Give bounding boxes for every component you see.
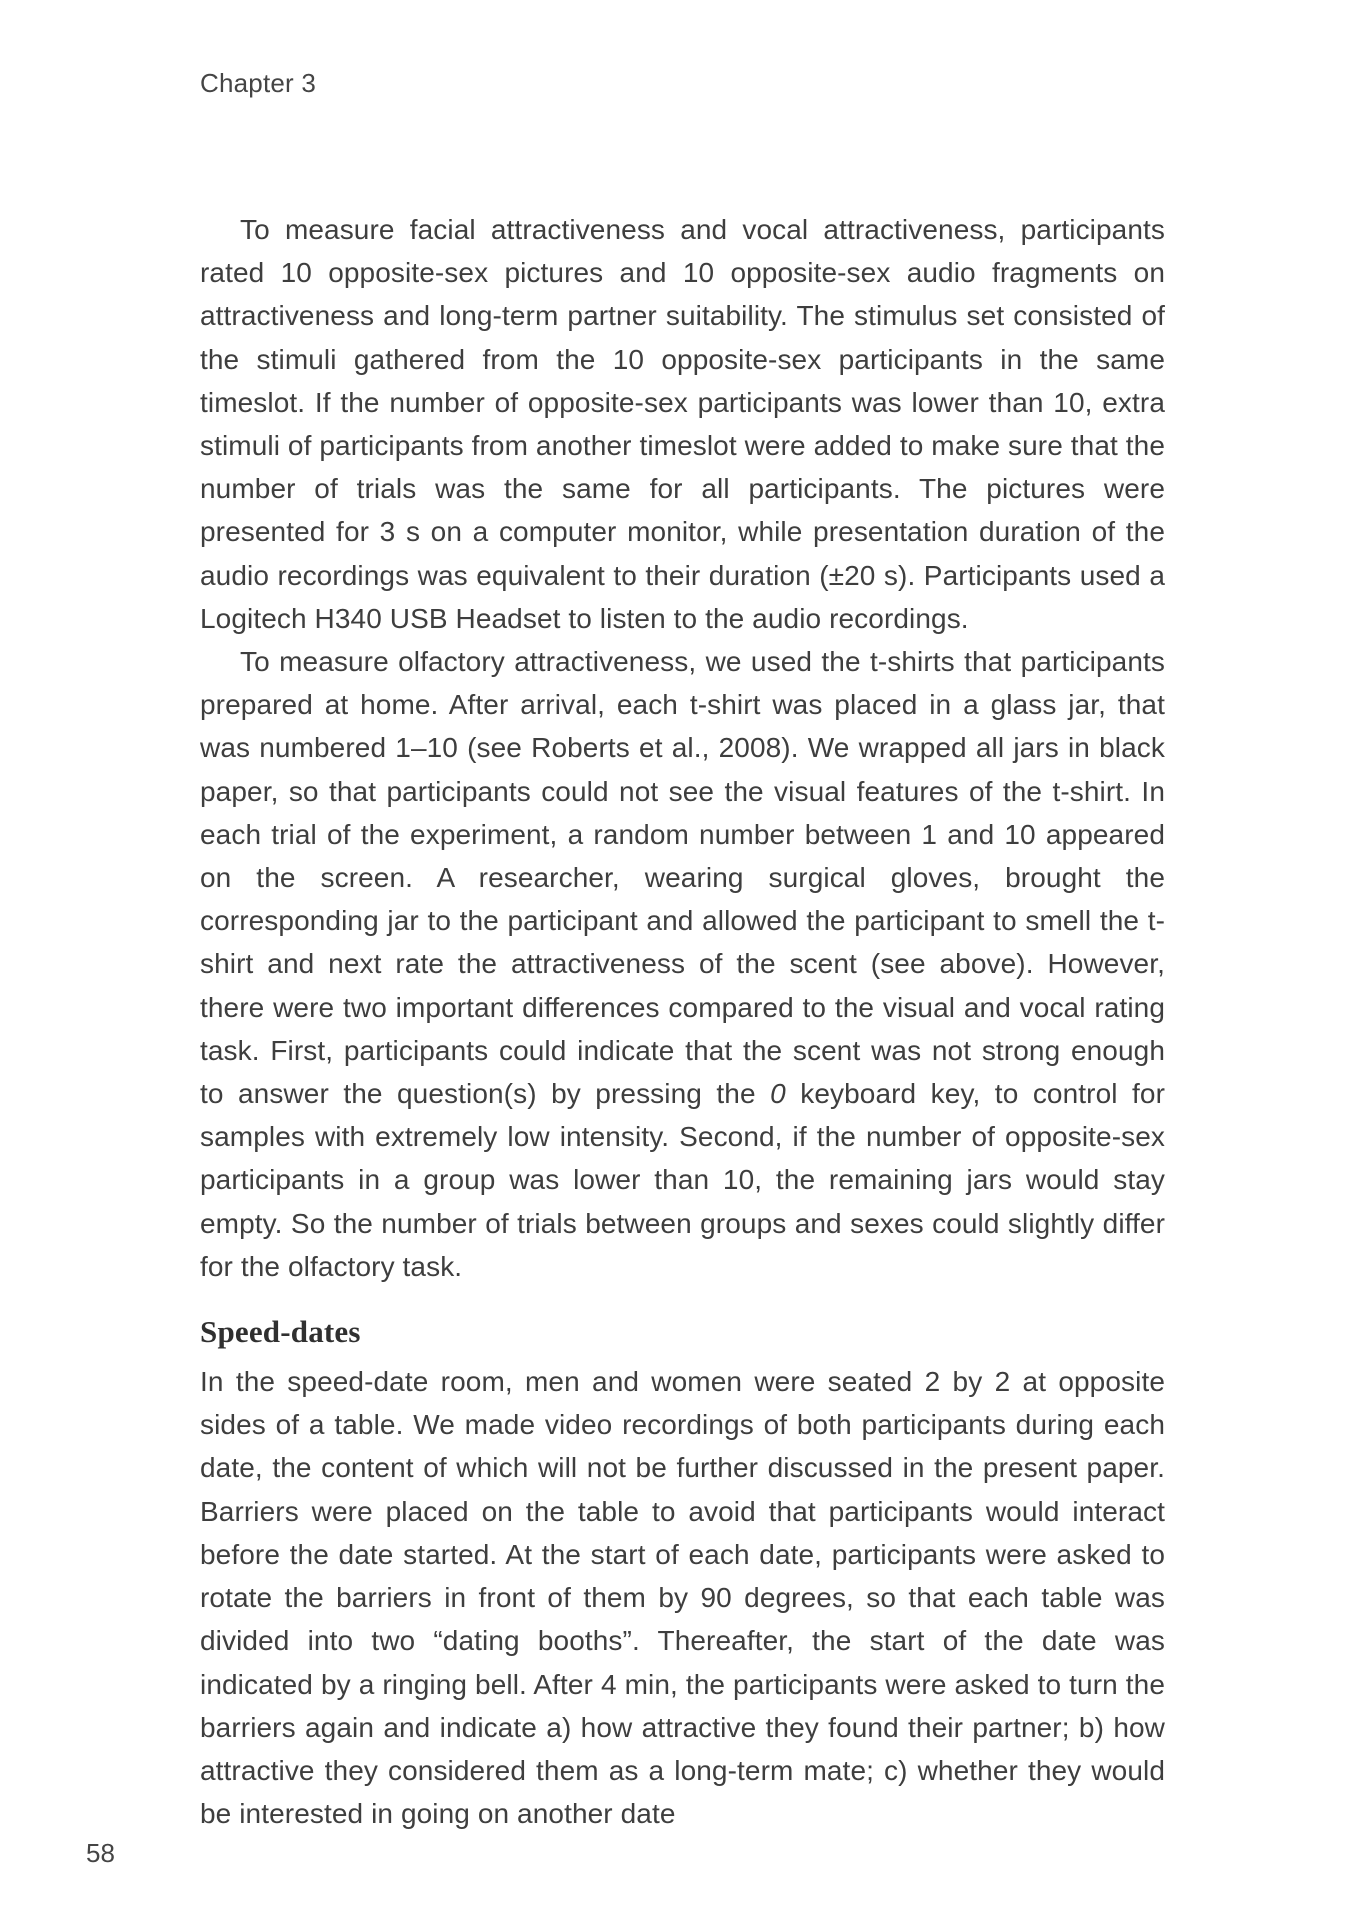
paragraph-olfactory-measure: [200, 640, 1165, 1288]
paragraph-olfactory-text-post: keyboard key, to control for samples with extremely low intensity. Second, if the number of opposite-sex participants in a group was lower than 10, the remaining jars would stay empty. So the number of trials between groups and sexes could slightly differ for the olfactory task.: [200, 1078, 1165, 1282]
paragraph-speed-dates: In the speed-date room, men and women were seated 2 by 2 at opposite sides of a table. We made video recordings of both participants during each date, the content of which will not be further discussed in the present paper. Barriers were placed on the table to avoid that participants would interact before the date started. At the start of each date, participants were asked to rotate the barriers in front of them by 90 degrees, so that each table was divided into two “dating booths”. Thereafter, the start of the date was indicated by a ringing bell. After 4 min, the participants were asked to turn the barriers again and indicate a) how attractive they found their partner; b) how attractive they considered them as a long-term mate; c) whether they would be interested in going on another date: [200, 1366, 1165, 1830]
paragraph-visual-vocal-measure: To measure facial attractiveness and vocal attractiveness, participants rated 10 opposite-sex pictures and 10 opposite-sex audio fragments on attractiveness and long-term partner suitability. The stimulus set consisted of the stimuli gathered from the 10 opposite-sex participants in the same timeslot. If the number of opposite-sex participants was lower than 10, extra stimuli of participants from another timeslot were added to make sure that the number of trials was the same for all participants. The pictures were presented for 3 s on a computer monitor, while presentation duration of the audio recordings was equivalent to their duration (±20 s). Participants used a Logitech H340 USB Headset to listen to the audio recordings.: [200, 214, 1165, 634]
running-header: Chapter 3: [200, 68, 316, 98]
section-heading-speed-dates: Speed-dates: [200, 1314, 361, 1350]
italic-zero-key: 0: [770, 1078, 786, 1110]
paragraph-olfactory-text-pre: To measure olfactory attractiveness, we used the t-shirts that participants prepared at home. After arrival, each t-shirt was placed in a glass jar, that was numbered 1–10 (see Roberts et al., 2008). We wrapped all jars in black paper, so that participants could not see the visual features of the t-shirt. In each trial of the experiment, a random number between 1 and 10 appeared on the screen. A researcher, wearing surgical gloves, brought the corresponding jar to the participant and allowed the participant to smell the t-shirt and next rate the attractiveness of the scent (see above). However, there were two important differences compared to the visual and vocal rating task. First, participants could indicate that the scent was not strong enough to answer the question(s) by pressing the: [200, 646, 1165, 1110]
page-number: 58: [86, 1838, 115, 1868]
body-text: [200, 208, 1165, 1835]
